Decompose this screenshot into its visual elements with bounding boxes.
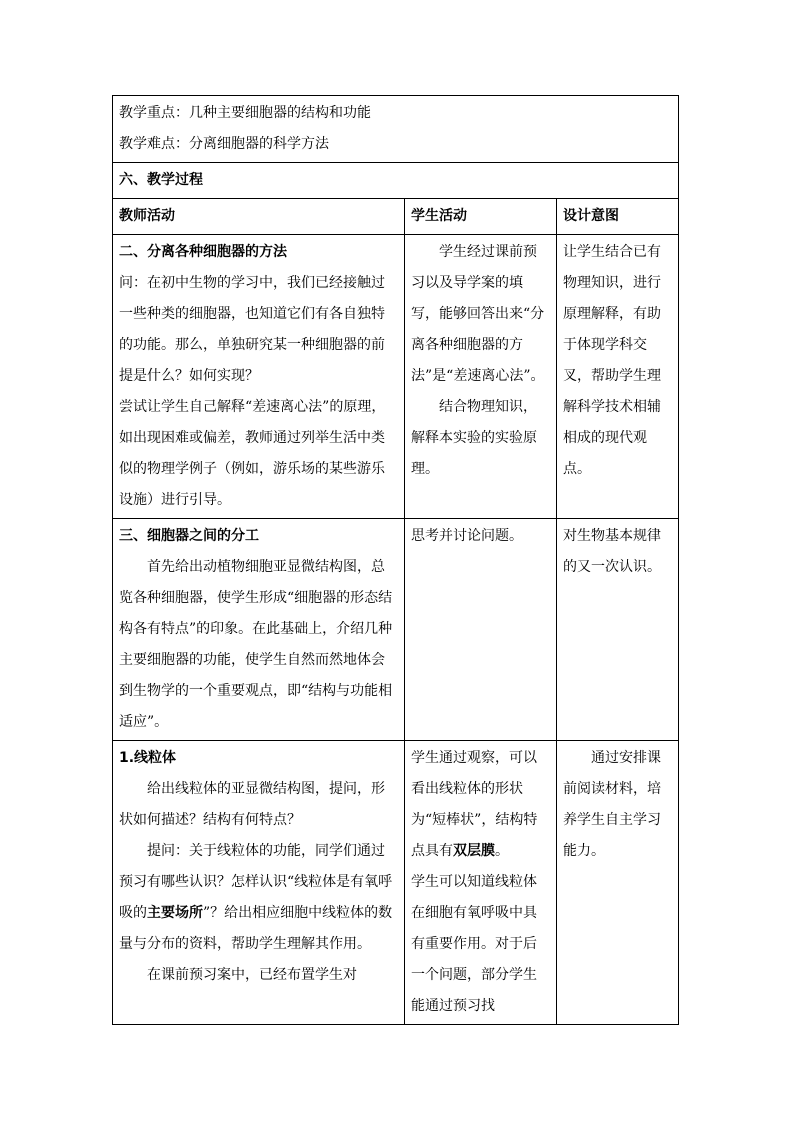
col-header-student: 学生活动: [405, 199, 557, 235]
table-row: [113, 519, 679, 741]
row-heading: 1.线粒体: [119, 750, 177, 766]
teacher-paragraph: 在课前预习案中，已经布置学生对: [147, 967, 357, 983]
teacher-paragraph: 提问：关于线粒体的功能，同学们通过预习有哪些认识？怎样认识“线粒体是有氧呼吸的主要场所”？给出相应细胞中线粒体的数量与分布的资料，帮助学生理解其作用。: [119, 843, 393, 952]
lesson-plan-page: [112, 95, 678, 1025]
col-header-teacher: 教师活动: [113, 199, 405, 235]
student-cell: [405, 519, 557, 741]
intent-text: 对生物基本规律的又一次认识。: [563, 528, 661, 575]
teaching-difficulty: 教学难点：分离细胞器的科学方法: [119, 136, 329, 152]
teaching-focus: 教学重点：几种主要细胞器的结构和功能: [119, 105, 371, 121]
row-heading: 二、分离各种细胞器的方法: [119, 244, 287, 260]
lesson-plan-table: [112, 95, 679, 1025]
emphasis-text: 主要场所: [147, 905, 203, 921]
teacher-paragraph: 首先给出动植物细胞亚显微结构图，总览各种细胞器，使学生形成“细胞器的形态结构各有特点”的印象。在此基础上，介绍几种主要细胞器的功能，使学生自然而然地体会到生物学的一个重要观点，即“结构与功能相适应”。: [119, 559, 393, 730]
intent-cell: [557, 741, 679, 1025]
student-cell: [405, 741, 557, 1025]
intent-text: 让学生结合已有物理知识，进行原理解释，有助于体现学科交叉，帮助学生理解科学技术相辅相成的现代观点。: [563, 244, 661, 477]
intent-cell: [557, 519, 679, 741]
emphasis-text: 双层膜: [453, 843, 495, 859]
student-paragraph: 学生经过课前预习以及导学案的填写，能够回答出来“分离各种细胞器的方法”是“差速离心法”。: [411, 244, 545, 384]
teacher-cell: [113, 741, 405, 1025]
header-row: [113, 96, 679, 163]
student-cell: [405, 235, 557, 519]
col-header-intent: 设计意图: [557, 199, 679, 235]
intent-text: 通过安排课前阅读材料，培养学生自主学习能力。: [563, 750, 661, 859]
student-paragraph: 学生可以知道线粒体在细胞有氧呼吸中具有重要作用。对于后一个问题，部分学生能通过预习找: [411, 874, 537, 1014]
section-title-row: [113, 163, 679, 199]
teacher-paragraph: 给出线粒体的亚显微结构图，提问，形状如何描述？结构有何特点？: [119, 781, 385, 828]
teacher-cell: [113, 235, 405, 519]
student-paragraph: 学生通过观察，可以看出线粒体的形状为“短棒状”，结构特点具有双层膜。: [411, 750, 538, 859]
intent-cell: [557, 235, 679, 519]
teacher-paragraph: 尝试让学生自己解释“差速离心法”的原理，如出现困难或偏差，教师通过列举生活中类似的物理学例子（例如，游乐场的某些游乐设施）进行引导。: [119, 399, 386, 508]
student-paragraph: 结合物理知识，解释本实验的实验原理。: [411, 399, 537, 477]
section-title: 六、教学过程: [113, 163, 679, 199]
student-paragraph: 思考并讨论问题。: [411, 528, 523, 544]
table-row: [113, 741, 679, 1025]
column-header-row: [113, 199, 679, 235]
teacher-paragraph: 问：在初中生物的学习中，我们已经接触过一些种类的细胞器，也知道它们有各自独特的功能。那么，单独研究某一种细胞器的前提是什么？如何实现？: [119, 275, 385, 384]
table-row: [113, 235, 679, 519]
teacher-cell: [113, 519, 405, 741]
row-heading: 三、细胞器之间的分工: [119, 528, 259, 544]
